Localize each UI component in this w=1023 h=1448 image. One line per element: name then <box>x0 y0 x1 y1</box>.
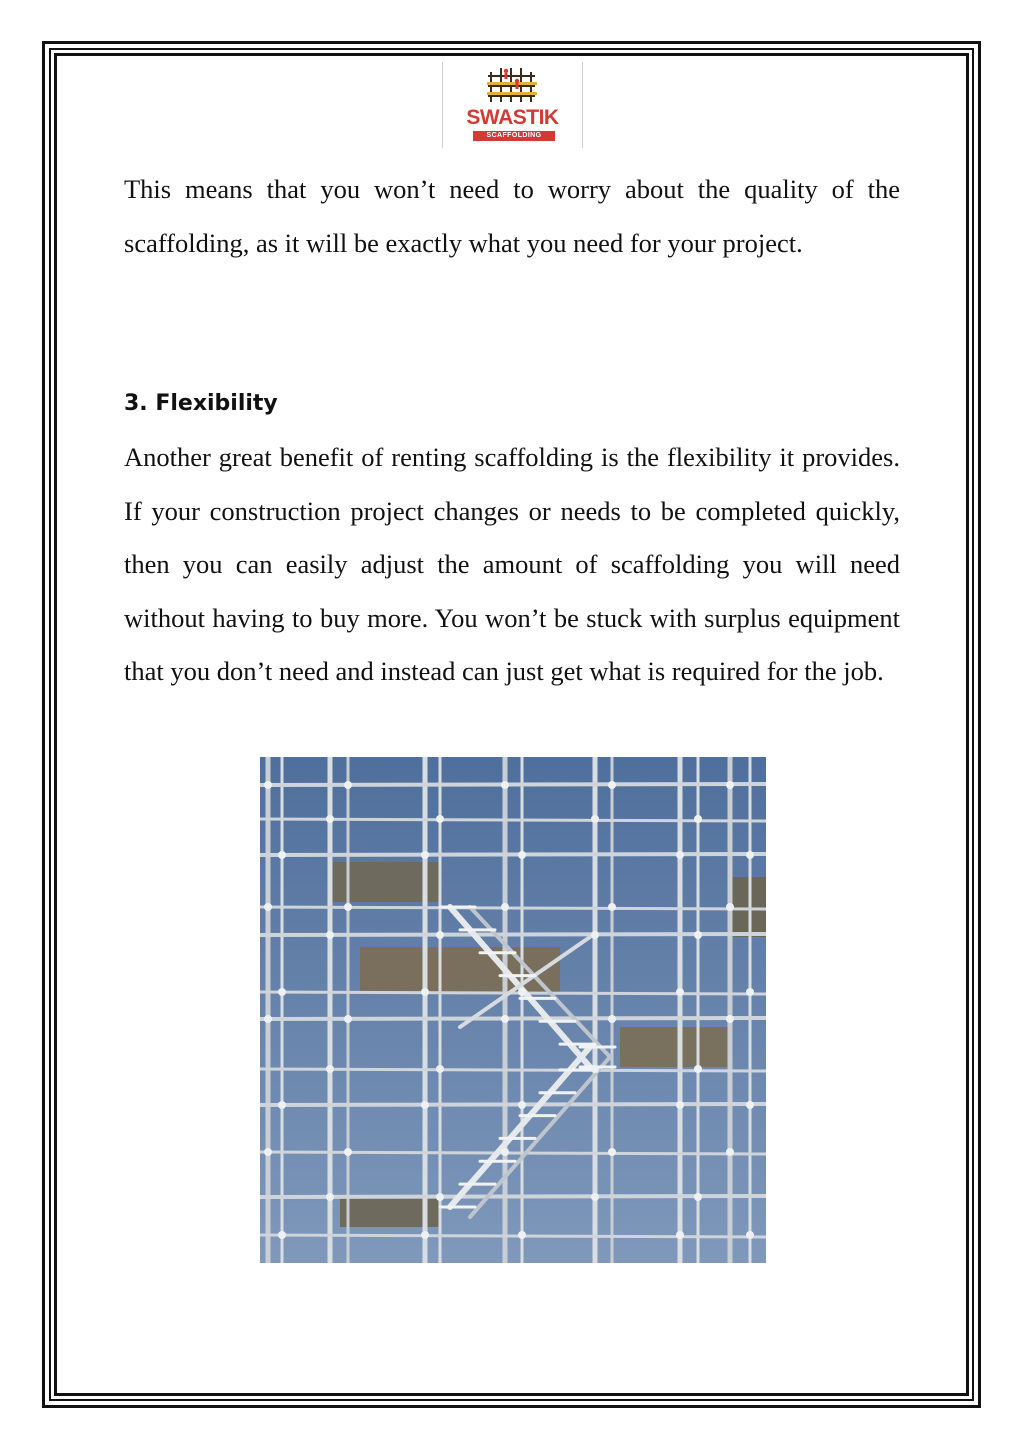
scaffolding-photo <box>260 757 766 1263</box>
logo-tagline: SCAFFOLDING <box>473 131 555 141</box>
paragraph-quality: This means that you won’t need to worry about the quality of the scaffolding, as it will be exactly what you need for your project. <box>124 174 900 258</box>
paragraph-flexibility: Another great benefit of renting scaffolding is the flexibility it provides. If your construction project changes or needs to be completed quickly, then you can easily adjust the amount of scaffolding you will need without having to buy more. You won’t be stuck with surplus equipment that you don’t need and instead can just get what is required for the job. <box>124 442 900 686</box>
scaffolding-image <box>260 757 766 1263</box>
scaffold-logo-icon <box>443 62 582 108</box>
section-heading: 3. Flexibility <box>124 391 278 416</box>
logo-wordmark: SWASTIK <box>466 106 559 129</box>
company-logo <box>442 62 583 148</box>
